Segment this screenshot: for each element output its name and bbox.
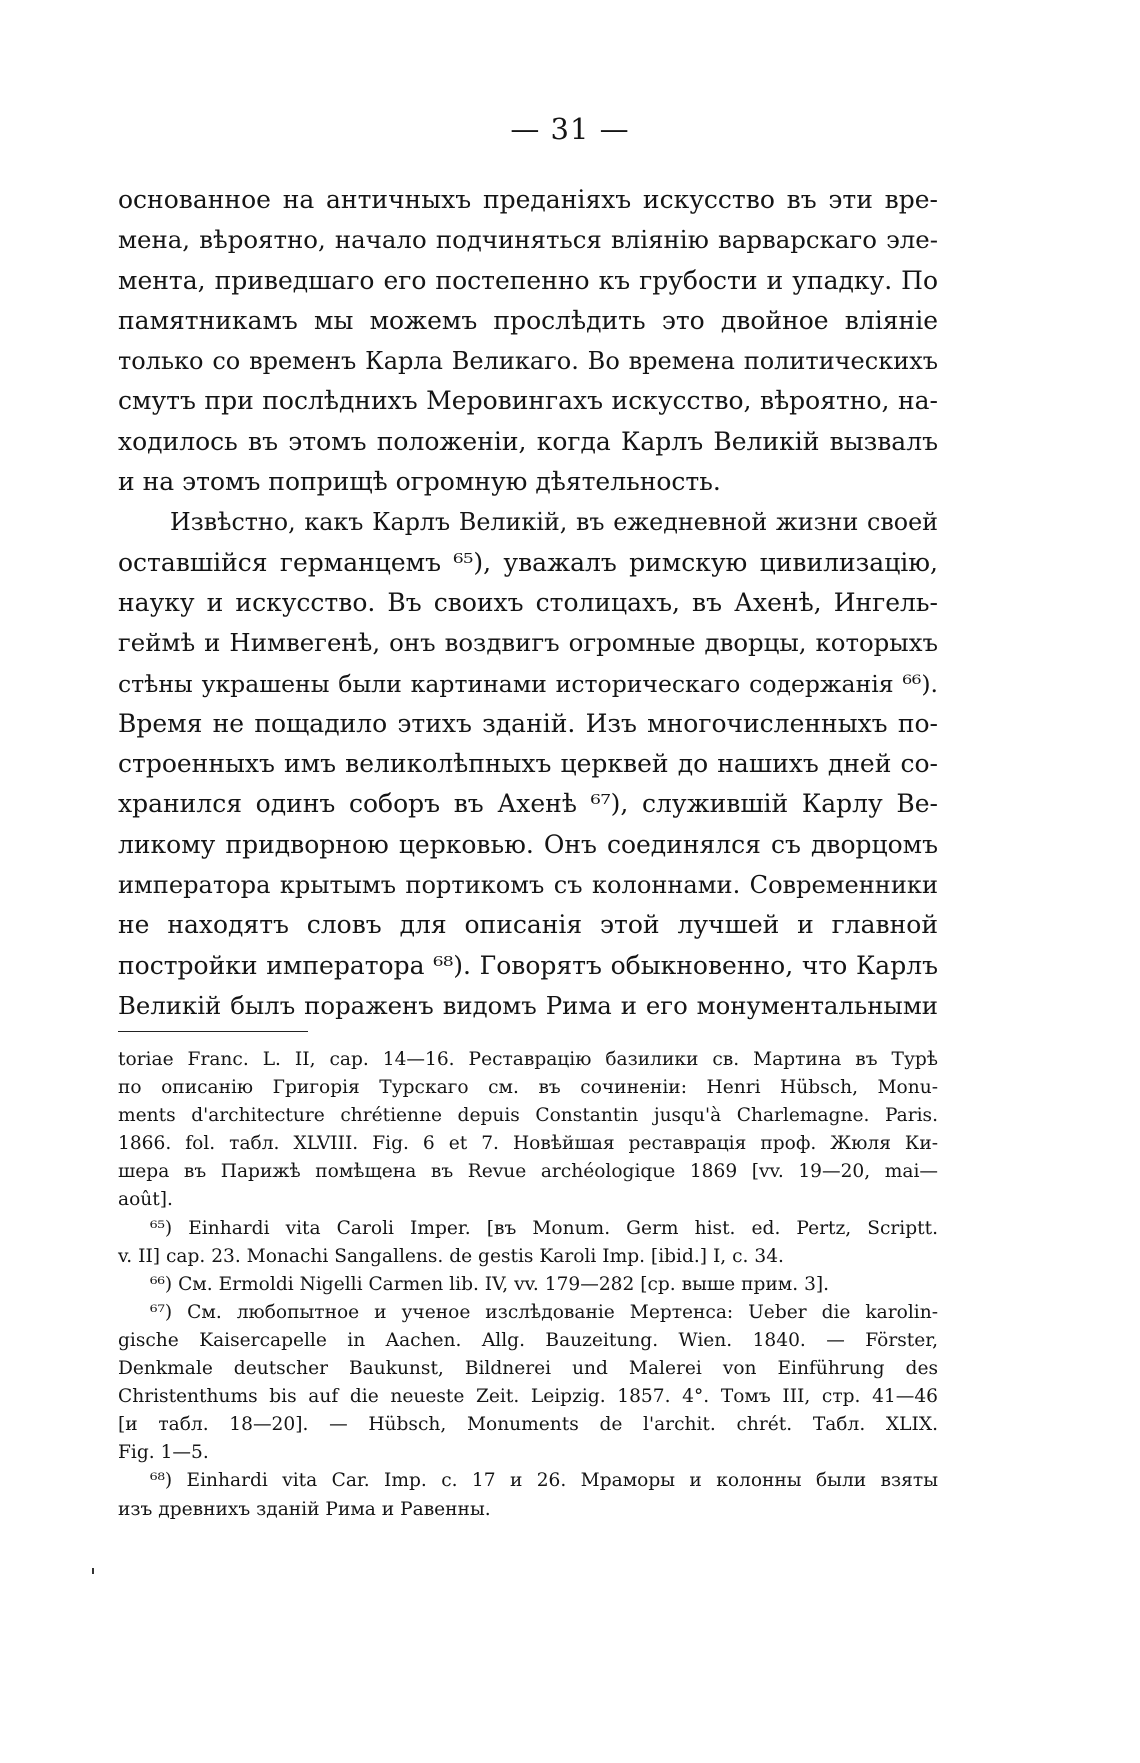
footnote-line: gische Kaisercapelle in Aachen. Allg. Bauzeitung. Wien. 1840. — Förster, — [118, 1329, 938, 1351]
footnote-line: [и табл. 18—20]. — Hübsch, Monuments de l'archit. chrét. Табл. XLIX. — [118, 1414, 938, 1436]
body-line: строенныхъ имъ великолѣпныхъ церквей до нашихъ дней со- — [118, 749, 938, 779]
footnote-68: ⁶⁸) Einhardi vita Car. Imp. c. 17 и 26. Мраморы и колонны были взяты — [150, 1470, 938, 1492]
body-line: оставшійся германцемъ ⁶⁵), уважалъ римскую цивилизацію, — [118, 547, 938, 577]
body-line: смутъ при послѣднихъ Меровингахъ искусство, вѣроятно, на- — [118, 386, 938, 416]
body-line: стѣны украшены были картинами историческаго содержанія ⁶⁶). — [118, 669, 938, 698]
footnote-line: août]. — [118, 1189, 173, 1211]
footnote-line: Denkmale deutscher Baukunst, Bildnerei und Malerei von Einführung des — [118, 1358, 938, 1380]
scan-speck — [92, 1568, 94, 1574]
footnote-line: изъ древнихъ зданій Рима и Равенны. — [118, 1498, 491, 1520]
footnote-66: ⁶⁶) См. Ermoldi Nigelli Carmen lib. IV, vv. 179—282 [ср. выше прим. 3]. — [150, 1273, 830, 1295]
body-line: ходилось въ этомъ положеніи, когда Карлъ Великій вызвалъ — [118, 426, 938, 456]
body-line: императора крытымъ портикомъ съ колоннами. Современники — [118, 871, 938, 900]
body-text — [118, 180, 938, 1026]
footnote-line: toriae Franc. L. II, cap. 14—16. Реставрацію базилики св. Мартина въ Турѣ — [118, 1049, 938, 1070]
body-line: основанное на античныхъ преданіяхъ искусство въ эти вре- — [118, 185, 938, 214]
body-line: хранился одинъ соборъ въ Ахенѣ ⁶⁷), служившій Карлу Ве- — [118, 789, 938, 819]
body-line: мена, вѣроятно, начало подчиняться вліянію варварскаго эле- — [118, 225, 938, 255]
page-number: — 31 — — [510, 112, 630, 146]
body-line: постройки императора ⁶⁸). Говорятъ обыкновенно, что Карлъ — [118, 950, 938, 980]
footnote-line: ments d'architecture chrétienne depuis Constantin jusqu'à Charlemagne. Paris. — [118, 1105, 938, 1127]
body-line: и на этомъ поприщѣ огромную дѣятельность. — [118, 467, 721, 497]
body-line: мента, приведшаго его постепенно къ грубости и упадку. По — [118, 265, 938, 295]
body-line: только со временъ Карла Великаго. Во времена политическихъ — [118, 347, 938, 376]
footnote-line: шера въ Парижѣ помѣщена въ Revue archéologique 1869 [vv. 19—20, mai— — [118, 1161, 938, 1183]
footnote-line: по описанію Григорія Турскаго см. въ сочиненіи: Henri Hübsch, Monu- — [118, 1077, 938, 1099]
body-line: Время не пощадило этихъ зданій. Изъ многочисленныхъ по- — [118, 708, 938, 738]
paragraph-start: Извѣстно, какъ Карлъ Великій, въ ежедневной жизни своей — [170, 508, 938, 537]
footnote-line: Christenthums bis auf die neueste Zeit. Leipzig. 1857. 4°. Томъ III, стр. 41—46 — [118, 1386, 938, 1408]
body-line: ликому придворною церковью. Онъ соединялся съ дворцомъ — [118, 829, 938, 859]
footnote-divider — [118, 1031, 308, 1032]
footnotes — [118, 1046, 938, 1524]
body-line: не находятъ словъ для описанія этой лучшей и главной — [118, 910, 938, 940]
footnote-line: 1866. fol. табл. XLVIII. Fig. 6 et 7. Новѣйшая реставрація проф. Жюля Ки- — [118, 1133, 938, 1155]
body-line: геймѣ и Нимвегенѣ, онъ воздвигъ огромные дворцы, которыхъ — [118, 628, 938, 658]
footnote-67: ⁶⁷) См. любопытное и ученое изслѣдованіе Мертенса: Ueber die karolin- — [150, 1301, 938, 1323]
body-line: Великій былъ пораженъ видомъ Рима и его монументальными — [118, 990, 938, 1020]
footnote-line: Fig. 1—5. — [118, 1442, 209, 1464]
body-line: памятникамъ мы можемъ прослѣдить это двойное вліяніе — [118, 305, 938, 335]
body-line: науку и искусство. Въ своихъ столицахъ, въ Ахенѣ, Ингель- — [118, 587, 938, 617]
footnote-65: ⁶⁵) Einhardi vita Caroli Imper. [въ Monum. Germ hist. ed. Pertz, Scriptt. — [150, 1217, 938, 1239]
footnote-line: v. II] cap. 23. Monachi Sangallens. de gestis Karoli Imp. [ibid.] I, c. 34. — [118, 1245, 784, 1267]
